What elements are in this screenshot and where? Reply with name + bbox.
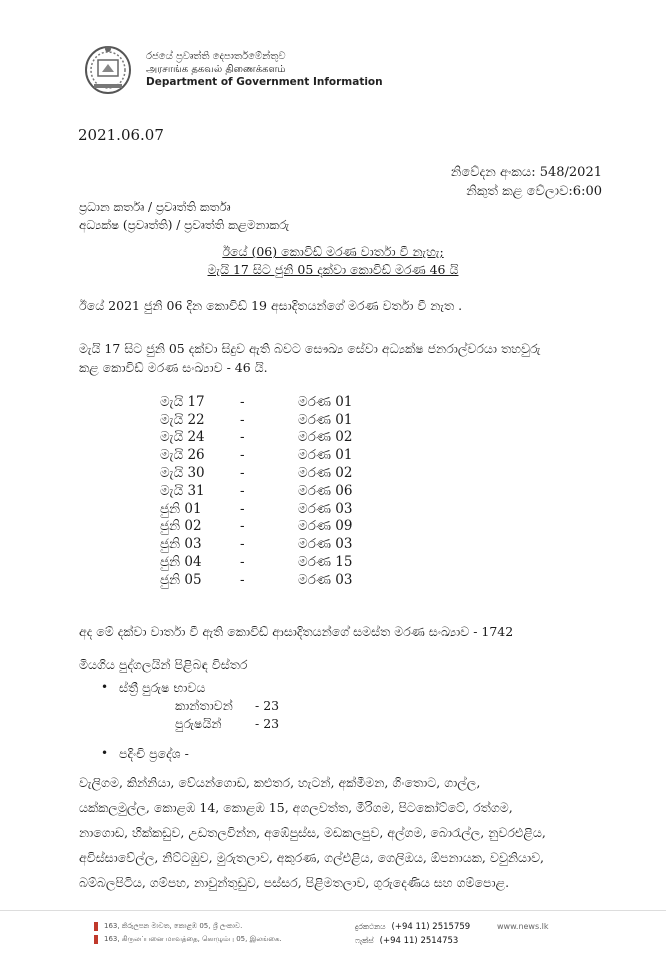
death-row [160,411,388,429]
residence-title: පදිංචි ප්‍රදේශ - [119,746,189,761]
footer-address [94,920,282,946]
death-date: ජුනි 01 [160,500,202,517]
department-name-sinhala: රජයේ ප්‍රවෘත්ති දෙපාර්තමේන්තුව [146,51,286,62]
address-tamil: 163, கிருலப்பனை மாவத்தை, கொழும்பு 05, இலங்கை. [104,935,282,943]
death-date: ජුනි 05 [160,571,202,588]
footer-contacts [355,920,470,948]
release-heading [0,243,666,279]
death-count: මරණ 01 [298,447,353,464]
areas-line: නාගොඩ, හික්කඩුව, උඩතලවින්න, අඹේපුස්ස, මඩකලපුව, අල්ගම, බොරැල්ල, නුවරඑළිය, [79,825,546,840]
address-sinhala: 163, කිරුලපන මාවත, කොළඹ 05, ශ්‍රී ලංකාව. [104,922,243,930]
separator: - [240,571,245,588]
death-row [160,553,388,571]
footer-website[interactable]: www.news.lk [497,922,549,931]
government-emblem-icon [84,44,132,94]
separator: - [240,500,245,517]
areas-line: අවිස්සාවේල්ල, නිට්ටඹුව, මුරුතලාව, අකුරණ, ගල්එළිය, ගෙලිඔය, ඕපනායක, වවුනියාව, [79,850,545,865]
addressee-line: අධ්‍යක්ෂ (ප්‍රවෘත්ති) / ප්‍රවෘත්ති කළමනාකරු [79,218,290,232]
separator: - [240,518,245,535]
paragraph-2-line-1: මැයි 17 සිට ජුනි 05 දක්වා සිදුව ඇති බවට සෞඛ්‍ය සේවා අධ්‍යක්ෂ ජනරාල්වරයා තහවුරු [79,341,541,356]
death-count: මරණ 03 [298,536,353,553]
total-deaths: අද මේ දක්වා වාර්තා වී ඇති කොවිඩ් ආසාදිතයන්ගේ සමස්ත මරණ සංඛ්‍යාව - 1742 [79,624,514,639]
death-row [160,500,388,518]
death-row [160,482,388,500]
gender-label: පුරුෂයින් [175,716,222,731]
death-date: මැයි 24 [160,429,205,446]
areas-line: යක්කලමුල්ල, කොළඹ 14, කොළඹ 15, අගලවත්ත, මීරිගම, පිටකෝට්ටේ, රත්ගම, [79,800,513,815]
phone-number: (+94 11) 2515759 [391,922,471,932]
death-count: මරණ 06 [298,482,353,499]
fax-label: ෆැක්ස් [355,936,374,945]
footer-accent-icon [94,935,98,944]
death-date: ජුනි 02 [160,518,202,535]
separator: - [240,447,245,464]
death-date: ජුනි 04 [160,554,202,571]
release-date: 2021.06.07 [78,126,164,144]
death-count: මරණ 03 [298,500,353,517]
death-count: මරණ 03 [298,571,353,588]
department-name-tamil: அரசாங்க தகவல் திணைக்களம் [146,64,286,75]
death-row [160,571,388,589]
residence-section [101,746,189,762]
death-row [160,429,388,447]
gender-title: ස්ත්‍රී පුරුෂ භාවය [119,680,206,695]
separator: - [240,465,245,482]
deaths-by-date-list [160,393,388,589]
heading-line-1: ඊයේ (06) කොවිඩ් මරණ වාර්තා වී නැහැ; [222,244,444,259]
reference-block [451,163,602,201]
gender-row [175,697,279,715]
areas-line: බම්බලපිටිය, ගම්පහ, නාවුන්තුඩුව, පස්සර, පිළිමතලාව, ගුරුදෙණිය සහ ගම්පොළ. [79,875,510,890]
department-name [146,50,383,89]
death-date: මැයි 22 [160,411,205,428]
phone-label: දුරකථනය [355,922,386,931]
separator: - [240,482,245,499]
death-count: මරණ 01 [298,411,353,428]
release-number: නිවේදන අංකය: 548/2021 [450,165,602,180]
issue-time: නිකුත් කළ වේලාව:6:00 [466,184,602,199]
gender-value: - 23 [255,698,280,713]
gender-value: - 23 [255,716,280,731]
bullet-icon: • [101,680,109,694]
death-row [160,518,388,536]
addressees [79,198,289,234]
death-count: මරණ 02 [298,465,353,482]
heading-line-2: මැයි 17 සිට ජුනි 05 දක්වා කොවිඩ් මරණ 46 යි [207,262,459,277]
separator: - [240,429,245,446]
fax-number: (+94 11) 2514753 [379,936,459,946]
footer-divider [0,910,666,911]
gender-label: කාන්තාවන් [175,698,233,713]
death-date: මැයි 30 [160,465,205,482]
areas-line: වැලිගම, කින්නියා, වේයන්ගොඩ, කළුතර, හැටන්, අක්මීමන, ගිංතොට, ගාල්ල, [79,775,481,790]
addressee-line: ප්‍රධාන කර්තෘ / ප්‍රවෘත්ති කර්තෘ [79,200,231,214]
death-date: මැයි 17 [160,393,205,410]
gender-section [101,680,205,696]
death-row [160,464,388,482]
death-date: ජුනි 03 [160,536,202,553]
details-title: මියගිය පුද්ගලයින් පිළිබඳ විස්තර [79,657,248,672]
residence-areas [79,770,624,895]
death-row [160,535,388,553]
death-row [160,393,388,411]
bullet-icon: • [101,746,109,760]
death-count: මරණ 15 [298,554,353,571]
separator: - [240,411,245,428]
separator: - [240,393,245,410]
footer-accent-icon [94,922,98,931]
department-name-english: Department of Government Information [146,76,383,88]
death-count: මරණ 09 [298,518,353,535]
paragraph-2-line-2: කළ කොවිඩ් මරණ සංඛ්‍යාව - 46 යි. [79,360,268,375]
death-count: මරණ 02 [298,429,353,446]
gender-row [175,715,279,733]
death-date: මැයි 26 [160,447,205,464]
separator: - [240,554,245,571]
gender-breakdown [175,697,279,733]
death-count: මරණ 01 [298,393,353,410]
separator: - [240,536,245,553]
paragraph-2 [79,339,619,377]
death-date: මැයි 31 [160,482,205,499]
death-row [160,446,388,464]
paragraph-1: ඊයේ 2021 ජුනි 06 දින කොවිඩ් 19 අසාදිතයන්ගේ මරණ වර්තා වී නැත . [79,298,463,313]
